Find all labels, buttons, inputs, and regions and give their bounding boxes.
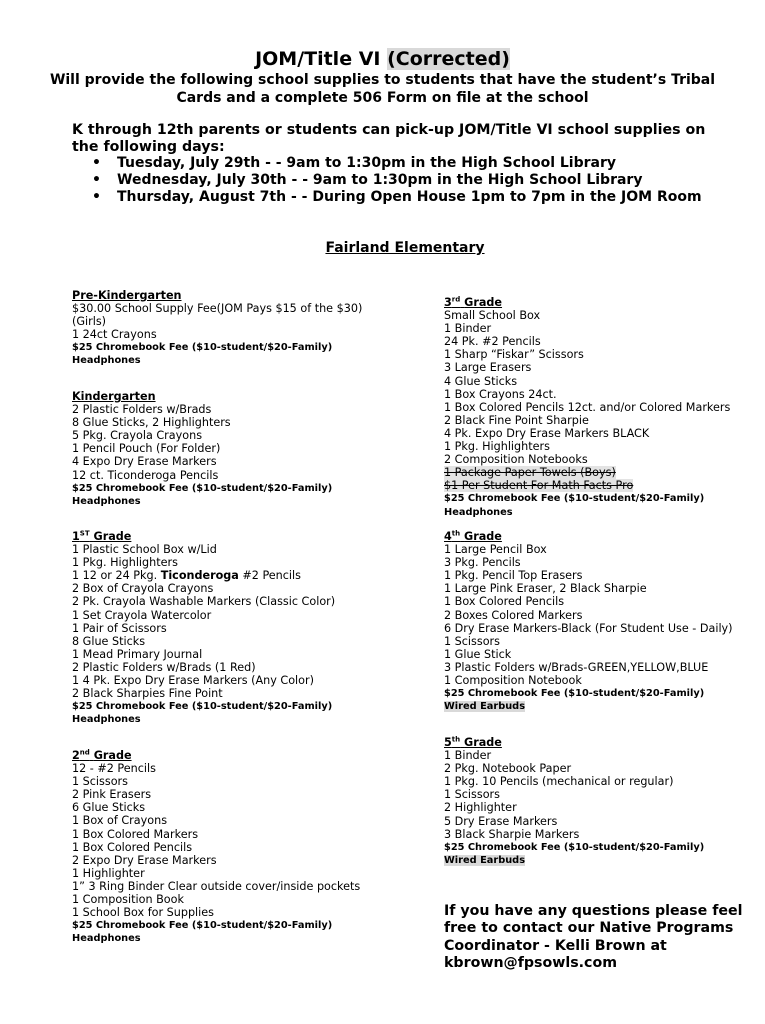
intro-text: Will provide the following school supplies to students that have the student’s Tribal Cards and a complete 506 Form on file at the school <box>49 72 716 106</box>
list-item: 4 Pk. Expo Dry Erase Markers BLACK <box>444 426 650 440</box>
list-item: 1 Box Colored Pencils 12ct. and/or Colored Markers <box>444 400 731 414</box>
list-item: 8 Glue Sticks, 2 Highlighters <box>72 416 231 430</box>
list-item: 1 Set Crayola Watercolor <box>72 608 212 622</box>
list-item: 1” 3 Ring Binder Clear outside cover/inside pockets <box>72 879 361 893</box>
extra-item: Headphones <box>444 506 513 518</box>
list-item: 1 Pkg. Highlighters <box>444 440 550 454</box>
chromebook-fee: $25 Chromebook Fee ($10-student/$20-Family) <box>72 701 333 713</box>
list-item: 1 Pkg. Highlighters <box>72 556 178 570</box>
list-item: 2 Composition Notebooks <box>444 453 588 467</box>
chromebook-fee: $25 Chromebook Fee ($10-student/$20-Family) <box>444 493 705 505</box>
grade-heading: 3rd Grade <box>444 295 503 309</box>
grade-5th <box>444 736 704 867</box>
list-item: 6 Glue Sticks <box>72 801 146 815</box>
grade-heading: 1ST Grade <box>72 529 132 543</box>
chromebook-fee: $25 Chromebook Fee ($10-student/$20-Family) <box>444 688 705 700</box>
title-corrected-highlight: (Corrected) <box>387 48 510 70</box>
grade-heading: 2nd Grade <box>72 748 132 762</box>
chromebook-fee: $25 Chromebook Fee ($10-student/$20-Family) <box>444 841 705 853</box>
list-item: 1 School Box for Supplies <box>72 906 214 920</box>
extra-item: Headphones <box>72 495 141 507</box>
list-item: 5 Pkg. Crayola Crayons <box>72 429 203 443</box>
list-item: 2 Pink Erasers <box>72 788 152 802</box>
chromebook-fee: $25 Chromebook Fee ($10-student/$20-Family) <box>72 920 333 932</box>
list-item: 2 Plastic Folders w/Brads <box>72 403 212 417</box>
grade-heading: 4th Grade <box>444 529 502 543</box>
grade-kindergarten <box>72 390 332 508</box>
list-item: 1 12 or 24 Pkg. Ticonderoga #2 Pencils <box>72 569 301 583</box>
list-item: 1 Box Colored Markers <box>72 827 199 841</box>
list-item: 1 Pair of Scissors <box>72 621 167 635</box>
pickup-day: • Tuesday, July 29th - - 9am to 1:30pm in the High School Library <box>92 155 702 172</box>
grade-4th <box>444 530 733 713</box>
struck-item: $1 Per Student For Math Facts Pro <box>444 479 634 493</box>
extra-item: Headphones <box>72 714 141 726</box>
list-item: 3 Pkg. Pencils <box>444 556 521 570</box>
list-item: 1 Sharp “Fiskar” Scissors <box>444 348 584 362</box>
list-item: 4 Glue Sticks <box>444 374 518 388</box>
contact-info: If you have any questions please feel free to contact our Native Programs Coordinator - Kelli Brown at kbrown@fpsowls.com <box>444 903 743 972</box>
grade-2nd <box>72 749 360 945</box>
list-item: 1 Pkg. Pencil Top Erasers <box>444 569 583 583</box>
list-item: 1 Scissors <box>444 788 500 802</box>
list-item: 1 Box Crayons 24ct. <box>444 387 557 401</box>
extra-item: Headphones <box>72 355 141 367</box>
list-item: 2 Pkg. Notebook Paper <box>444 762 572 776</box>
list-item: 1 24ct Crayons <box>72 328 157 342</box>
title-main: JOM/Title VI <box>255 48 381 70</box>
struck-item: 1 Package Paper Towels (Boys) <box>444 466 616 480</box>
grade-heading: Kindergarten <box>72 390 156 403</box>
list-item: 6 Dry Erase Markers-Black (For Student Use - Daily) <box>444 621 733 635</box>
list-item: 1 Highlighter <box>72 866 145 880</box>
list-item: 1 Pencil Pouch (For Folder) <box>72 442 221 456</box>
list-item: 1 Glue Stick <box>444 647 512 661</box>
pickup-day: • Thursday, August 7th - - During Open House 1pm to 7pm in the JOM Room <box>92 189 702 206</box>
grade-prek <box>72 289 362 368</box>
pickup-text: K through 12th parents or students can pick-up JOM/Title VI school supplies on the following days: <box>72 122 706 155</box>
list-item: 1 Scissors <box>72 775 128 789</box>
list-item: 3 Black Sharpie Markers <box>444 827 580 841</box>
list-item: (Girls) <box>72 315 107 329</box>
list-item: 1 Mead Primary Journal <box>72 647 203 661</box>
grade-3rd <box>444 296 730 519</box>
list-item: 12 - #2 Pencils <box>72 762 156 776</box>
list-item: 3 Plastic Folders w/Brads-GREEN,YELLOW,BLUE <box>444 660 709 674</box>
list-item: 2 Black Sharpies Fine Point <box>72 687 223 701</box>
list-item: 2 Box of Crayola Crayons <box>72 582 214 596</box>
page-title <box>0 48 765 70</box>
list-item: 2 Plastic Folders w/Brads (1 Red) <box>72 660 256 674</box>
list-item: 2 Highlighter <box>444 801 517 815</box>
grade-1st <box>72 530 335 726</box>
list-item: 2 Expo Dry Erase Markers <box>72 853 217 867</box>
list-item: 1 Pkg. 10 Pencils (mechanical or regular) <box>444 775 674 789</box>
list-item: Small School Box <box>444 309 541 323</box>
chromebook-fee: $25 Chromebook Fee ($10-student/$20-Family) <box>72 482 333 494</box>
list-item: 3 Large Erasers <box>444 361 532 375</box>
extra-item: Wired Earbuds <box>444 701 526 713</box>
grade-heading: 5th Grade <box>444 735 502 749</box>
list-item: 1 Box Colored Pencils <box>72 840 193 854</box>
list-item: 8 Glue Sticks <box>72 634 146 648</box>
list-item: 1 Composition Book <box>72 893 184 907</box>
list-item: 1 Binder <box>444 322 492 336</box>
list-item: 2 Black Fine Point Sharpie <box>444 413 589 427</box>
school-name: Fairland Elementary <box>325 240 485 256</box>
list-item: 4 Expo Dry Erase Markers <box>72 455 217 469</box>
grade-heading: Pre-Kindergarten <box>72 289 182 302</box>
extra-item: Headphones <box>72 933 141 945</box>
list-item: 5 Dry Erase Markers <box>444 814 558 828</box>
chromebook-fee: $25 Chromebook Fee ($10-student/$20-Family) <box>72 342 333 354</box>
list-item: 1 Binder <box>444 749 492 763</box>
list-item: 2 Boxes Colored Markers <box>444 608 583 622</box>
list-item: 1 Box of Crayons <box>72 814 168 828</box>
pickup-day: • Wednesday, July 30th - - 9am to 1:30pm in the High School Library <box>92 172 702 189</box>
list-item: 1 Composition Notebook <box>444 674 582 688</box>
list-item: 2 Pk. Crayola Washable Markers (Classic Color) <box>72 595 336 609</box>
list-item: $30.00 School Supply Fee(JOM Pays $15 of the $30) <box>72 302 363 316</box>
list-item: 1 Large Pencil Box <box>444 543 547 557</box>
list-item: 1 Plastic School Box w/Lid <box>72 543 217 557</box>
list-item: 1 Large Pink Eraser, 2 Black Sharpie <box>444 582 647 596</box>
list-item: 24 Pk. #2 Pencils <box>444 335 541 349</box>
extra-item: Wired Earbuds <box>444 854 526 866</box>
pickup-days-list <box>92 155 702 206</box>
list-item: 1 4 Pk. Expo Dry Erase Markers (Any Color) <box>72 674 314 688</box>
list-item: 12 ct. Ticonderoga Pencils <box>72 468 219 482</box>
list-item: 1 Scissors <box>444 634 500 648</box>
list-item: 1 Box Colored Pencils <box>444 595 565 609</box>
